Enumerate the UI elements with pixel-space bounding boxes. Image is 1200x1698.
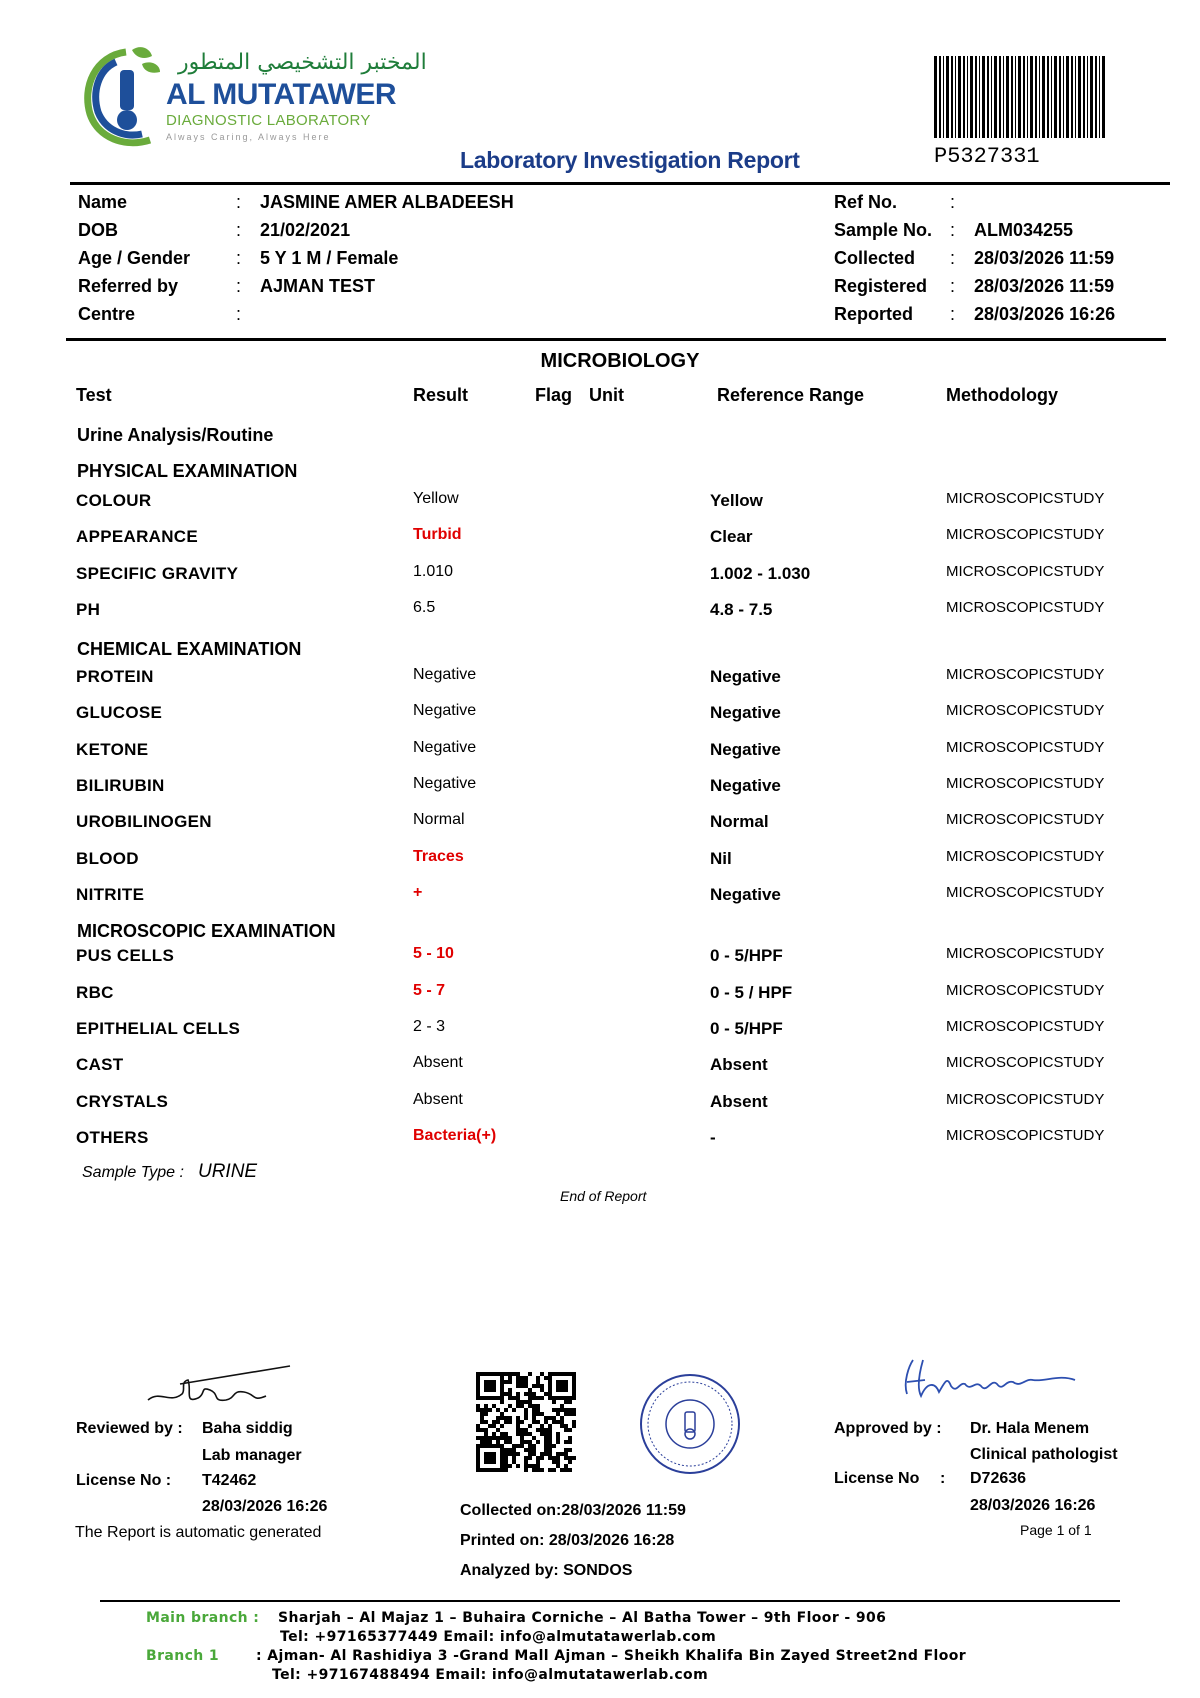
- footer-divider: [100, 1600, 1120, 1602]
- test-result: Yellow: [413, 490, 459, 507]
- patient-field-colon: :: [236, 276, 242, 296]
- methodology: MICROSCOPICSTUDY: [946, 702, 1105, 719]
- sample-field-label: Collected: [834, 248, 916, 268]
- lab-logo-emblem: [80, 42, 172, 152]
- col-unit: Unit: [589, 385, 624, 405]
- end-of-report: End of Report: [560, 1188, 647, 1204]
- reviewer-name: Baha siddig: [202, 1420, 293, 1437]
- lab-name: AL MUTATAWER: [166, 78, 397, 111]
- sample-field-colon: :: [950, 276, 956, 296]
- reviewer-signature: [140, 1360, 310, 1412]
- test-name: PH: [76, 600, 101, 619]
- methodology: MICROSCOPICSTUDY: [946, 526, 1105, 543]
- test-result: Normal: [413, 811, 465, 828]
- branch-1-contact: Tel: +97167488494 Email: info@almutatawerlab.com: [272, 1667, 709, 1683]
- reference-range: Nil: [710, 849, 732, 868]
- approver-signature: [895, 1352, 1085, 1404]
- lab-tagline: Always Caring, Always Here: [166, 132, 331, 142]
- test-result: 6.5: [413, 599, 436, 616]
- reviewer-license-label: License No :: [76, 1472, 172, 1489]
- reviewer-datetime: 28/03/2026 16:26: [202, 1498, 328, 1515]
- patient-field-label: DOB: [78, 220, 118, 240]
- reference-range: 4.8 - 7.5: [710, 600, 773, 619]
- lab-stamp: [638, 1372, 742, 1476]
- approver-license-colon: :: [940, 1470, 946, 1487]
- branch-1-label: Branch 1: [146, 1648, 220, 1664]
- reference-range: Negative: [710, 703, 781, 722]
- sample-field-value: 28/03/2026 16:26: [974, 304, 1116, 324]
- methodology: MICROSCOPICSTUDY: [946, 775, 1105, 792]
- patient-field-value: 5 Y 1 M / Female: [260, 248, 399, 268]
- sample-field-value: 28/03/2026 11:59: [974, 276, 1115, 296]
- panel-title: Urine Analysis/Routine: [77, 425, 274, 445]
- test-name: KETONE: [76, 740, 149, 759]
- test-name: CAST: [76, 1055, 124, 1074]
- report-title: Laboratory Investigation Report: [460, 147, 800, 173]
- methodology: MICROSCOPICSTUDY: [946, 945, 1105, 962]
- methodology: MICROSCOPICSTUDY: [946, 1127, 1105, 1144]
- reference-range: -: [710, 1128, 716, 1147]
- sample-type-label: Sample Type :: [82, 1164, 184, 1181]
- analyzed-by: Analyzed by: SONDOS: [460, 1562, 633, 1579]
- test-result: +: [413, 884, 423, 901]
- methodology: MICROSCOPICSTUDY: [946, 490, 1105, 507]
- sample-field-colon: :: [950, 220, 956, 240]
- qr-code: [476, 1372, 576, 1472]
- reference-range: Negative: [710, 776, 781, 795]
- patient-field-colon: :: [236, 304, 242, 324]
- test-result: 5 - 7: [413, 982, 446, 999]
- patient-field-value: AJMAN TEST: [260, 276, 376, 296]
- test-name: GLUCOSE: [76, 703, 163, 722]
- test-result: 2 - 3: [413, 1018, 446, 1035]
- methodology: MICROSCOPICSTUDY: [946, 884, 1105, 901]
- printed-on: Printed on: 28/03/2026 16:28: [460, 1532, 675, 1549]
- patient-field-label: Referred by: [78, 276, 179, 296]
- reference-range: Normal: [710, 812, 769, 831]
- main-branch-label: Main branch :: [146, 1610, 260, 1626]
- test-name: NITRITE: [76, 885, 145, 904]
- test-result: Negative: [413, 739, 477, 756]
- test-name: SPECIFIC GRAVITY: [76, 564, 239, 583]
- approver-license-label: License No: [834, 1470, 920, 1487]
- sample-field-label: Ref No.: [834, 192, 897, 212]
- test-result: Traces: [413, 848, 464, 865]
- reference-range: Absent: [710, 1055, 768, 1074]
- test-result: Negative: [413, 666, 477, 683]
- reference-range: 0 - 5/HPF: [710, 1019, 783, 1038]
- header-divider: [70, 182, 1170, 185]
- methodology: MICROSCOPICSTUDY: [946, 982, 1105, 999]
- group-title: PHYSICAL EXAMINATION: [77, 461, 298, 481]
- test-name: EPITHELIAL CELLS: [76, 1019, 241, 1038]
- reviewer-license: T42462: [202, 1472, 257, 1489]
- methodology: MICROSCOPICSTUDY: [946, 811, 1105, 828]
- reference-range: Yellow: [710, 491, 763, 510]
- section-title: MICROBIOLOGY: [540, 350, 700, 372]
- lab-subtitle: DIAGNOSTIC LABORATORY: [166, 112, 371, 129]
- patient-field-colon: :: [236, 248, 242, 268]
- sample-field-colon: :: [950, 304, 956, 324]
- group-title: CHEMICAL EXAMINATION: [77, 639, 302, 659]
- sample-field-colon: :: [950, 192, 956, 212]
- page-number: Page 1 of 1: [1020, 1522, 1092, 1538]
- collected-on: Collected on:28/03/2026 11:59: [460, 1502, 686, 1519]
- reference-range: 0 - 5 / HPF: [710, 983, 793, 1002]
- auto-generated-note: The Report is automatic generated: [75, 1524, 322, 1541]
- patient-field-label: Name: [78, 192, 128, 212]
- info-divider: [66, 338, 1166, 341]
- test-result: 5 - 10: [413, 945, 454, 962]
- approver-datetime: 28/03/2026 16:26: [970, 1497, 1096, 1514]
- sample-field-value: 28/03/2026 11:59: [974, 248, 1115, 268]
- patient-field-label: Age / Gender: [78, 248, 191, 268]
- reference-range: Negative: [710, 740, 781, 759]
- reference-range: 0 - 5/HPF: [710, 946, 783, 965]
- patient-field-colon: :: [236, 192, 242, 212]
- test-name: BLOOD: [76, 849, 139, 868]
- sample-type-value: URINE: [197, 1161, 258, 1182]
- main-branch-contact: Tel: +97165377449 Email: info@almutatawerlab.com: [280, 1629, 717, 1645]
- reference-range: Clear: [710, 527, 753, 546]
- approved-by-label: Approved by :: [834, 1420, 942, 1437]
- sample-field-label: Sample No.: [834, 220, 933, 240]
- test-name: PROTEIN: [76, 667, 154, 686]
- branch-1-address: : Ajman- Al Rashidiya 3 -Grand Mall Ajman – Sheikh Khalifa Bin Zayed Street2nd Floor: [256, 1648, 967, 1664]
- patient-field-value: JASMINE AMER ALBADEESH: [260, 192, 514, 212]
- test-name: UROBILINOGEN: [76, 812, 212, 831]
- methodology: MICROSCOPICSTUDY: [946, 1091, 1105, 1108]
- approver-name: Dr. Hala Menem: [970, 1420, 1090, 1437]
- sample-field-colon: :: [950, 248, 956, 268]
- col-result: Result: [413, 385, 469, 405]
- test-name: BILIRUBIN: [76, 776, 165, 795]
- methodology: MICROSCOPICSTUDY: [946, 848, 1105, 865]
- patient-field-colon: :: [236, 220, 242, 240]
- reference-range: Absent: [710, 1092, 768, 1111]
- sample-field-label: Registered: [834, 276, 928, 296]
- col-reference: Reference Range: [717, 385, 865, 405]
- test-result: Bacteria(+): [413, 1127, 497, 1144]
- reviewer-role: Lab manager: [202, 1447, 302, 1464]
- reference-range: 1.002 - 1.030: [710, 564, 811, 583]
- methodology: MICROSCOPICSTUDY: [946, 1054, 1105, 1071]
- methodology: MICROSCOPICSTUDY: [946, 563, 1105, 580]
- sample-field-value: ALM034255: [974, 220, 1074, 240]
- test-name: PUS CELLS: [76, 946, 175, 965]
- methodology: MICROSCOPICSTUDY: [946, 599, 1105, 616]
- sample-type: [82, 1161, 257, 1183]
- test-result: Turbid: [413, 526, 462, 543]
- lab-name-arabic: المختبر التشخيصي المتطور: [178, 50, 427, 75]
- test-name: OTHERS: [76, 1128, 149, 1147]
- group-title: MICROSCOPIC EXAMINATION: [77, 921, 336, 941]
- approver-role: Clinical pathologist: [970, 1446, 1118, 1463]
- reference-range: Negative: [710, 885, 781, 904]
- patient-code: P5327331: [934, 144, 1040, 169]
- reference-range: Negative: [710, 667, 781, 686]
- col-test: Test: [76, 385, 112, 405]
- test-name: RBC: [76, 983, 114, 1002]
- methodology: MICROSCOPICSTUDY: [946, 666, 1105, 683]
- test-result: Absent: [413, 1054, 463, 1071]
- patient-field-label: Centre: [78, 304, 136, 324]
- approver-license: D72636: [970, 1470, 1027, 1487]
- test-result: Negative: [413, 702, 477, 719]
- main-branch-address: Sharjah – Al Majaz 1 – Buhaira Corniche – Al Batha Tower – 9th Floor - 906: [278, 1610, 887, 1626]
- test-result: Negative: [413, 775, 477, 792]
- test-result: Absent: [413, 1091, 463, 1108]
- methodology: MICROSCOPICSTUDY: [946, 739, 1105, 756]
- reviewed-by-label: Reviewed by :: [76, 1420, 183, 1437]
- patient-field-value: 21/02/2021: [260, 220, 351, 240]
- barcode: [934, 56, 1106, 138]
- col-methodology: Methodology: [946, 385, 1058, 405]
- col-flag: Flag: [535, 385, 573, 405]
- test-name: COLOUR: [76, 491, 152, 510]
- sample-field-label: Reported: [834, 304, 914, 324]
- test-result: 1.010: [413, 563, 454, 580]
- test-name: CRYSTALS: [76, 1092, 169, 1111]
- methodology: MICROSCOPICSTUDY: [946, 1018, 1105, 1035]
- test-name: APPEARANCE: [76, 527, 199, 546]
